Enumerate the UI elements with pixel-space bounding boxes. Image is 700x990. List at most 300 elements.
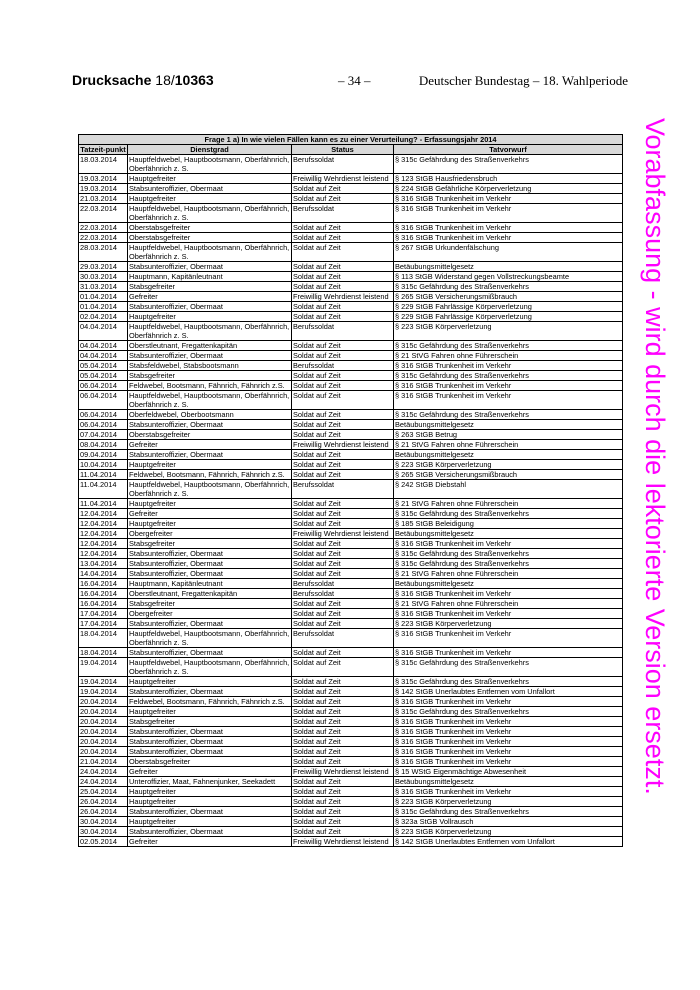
status-cell: Freiwillig Wehrdienst leistend [292,529,394,539]
tatzeitpunkt-cell: 19.03.2014 [79,174,128,184]
table-row [79,194,623,204]
tatzeitpunkt-cell: 02.04.2014 [79,312,128,322]
tatvorwurf-cell: § 21 StVG Fahren ohne Führerschein [394,569,623,579]
status-cell: Soldat auf Zeit [292,817,394,827]
dienstgrad-cell: Hauptfeldwebel, Hauptbootsmann, Oberfähnrich, Oberfähnrich z. S. [128,155,292,174]
status-cell: Soldat auf Zeit [292,569,394,579]
status-cell: Soldat auf Zeit [292,420,394,430]
table-row [79,589,623,599]
tatzeitpunkt-cell: 26.04.2014 [79,807,128,817]
table-row [79,777,623,787]
tatvorwurf-cell: § 316 StGB Trunkenheit im Verkehr [394,361,623,371]
tatvorwurf-cell: § 315c Gefährdung des Straßenverkehrs [394,559,623,569]
doc-number: 10363 [174,72,214,88]
dienstgrad-cell: Hauptgefreiter [128,460,292,470]
table-row [79,599,623,609]
tatzeitpunkt-cell: 05.04.2014 [79,371,128,381]
tatvorwurf-cell: § 315c Gefährdung des Straßenverkehrs [394,807,623,817]
status-cell: Soldat auf Zeit [292,827,394,837]
table-row [79,697,623,707]
dienstgrad-cell: Stabsunteroffizier, Obermaat [128,747,292,757]
tatvorwurf-cell: § 315c Gefährdung des Straßenverkehrs [394,707,623,717]
dienstgrad-cell: Hauptgefreiter [128,677,292,687]
table-row [79,184,623,194]
tatvorwurf-cell: § 316 StGB Trunkenheit im Verkehr [394,233,623,243]
table-row [79,351,623,361]
dienstgrad-cell: Hauptfeldwebel, Hauptbootsmann, Oberfähnrich, Oberfähnrich z. S. [128,243,292,262]
status-cell: Soldat auf Zeit [292,282,394,292]
tatvorwurf-cell: § 21 StVG Fahren ohne Führerschein [394,351,623,361]
dienstgrad-cell: Feldwebel, Bootsmann, Fähnrich, Fähnrich z.S. [128,470,292,480]
document-number [72,72,214,88]
tatzeitpunkt-cell: 12.04.2014 [79,549,128,559]
tatzeitpunkt-cell: 21.04.2014 [79,757,128,767]
status-cell: Freiwillig Wehrdienst leistend [292,440,394,450]
table-row [79,569,623,579]
dienstgrad-cell: Stabsunteroffizier, Obermaat [128,302,292,312]
tatvorwurf-cell: § 223 StGB Körperverletzung [394,460,623,470]
dienstgrad-cell: Stabsunteroffizier, Obermaat [128,648,292,658]
tatvorwurf-cell: § 316 StGB Trunkenheit im Verkehr [394,609,623,619]
tatzeitpunkt-cell: 06.04.2014 [79,391,128,410]
tatvorwurf-cell: § 315c Gefährdung des Straßenverkehrs [394,509,623,519]
status-cell: Soldat auf Zeit [292,312,394,322]
dienstgrad-cell: Hauptmann, Kapitänleutnant [128,272,292,282]
status-cell: Soldat auf Zeit [292,351,394,361]
table-row [79,727,623,737]
tatzeitpunkt-cell: 11.04.2014 [79,470,128,480]
dienstgrad-cell: Obergefreiter [128,529,292,539]
status-cell: Berufssoldat [292,155,394,174]
status-cell: Soldat auf Zeit [292,470,394,480]
tatvorwurf-cell: § 267 StGB Urkundenfälschung [394,243,623,262]
tatzeitpunkt-cell: 30.04.2014 [79,827,128,837]
tatzeitpunkt-cell: 30.03.2014 [79,272,128,282]
tatzeitpunkt-cell: 24.04.2014 [79,767,128,777]
status-cell: Soldat auf Zeit [292,184,394,194]
dienstgrad-cell: Oberstleutnant, Fregattenkapitän [128,341,292,351]
dienstgrad-cell: Hauptfeldwebel, Hauptbootsmann, Oberfähnrich, Oberfähnrich z. S. [128,204,292,223]
tatzeitpunkt-cell: 11.04.2014 [79,499,128,509]
status-cell: Soldat auf Zeit [292,371,394,381]
tatzeitpunkt-cell: 06.04.2014 [79,420,128,430]
tatzeitpunkt-cell: 16.04.2014 [79,599,128,609]
status-cell: Soldat auf Zeit [292,519,394,529]
tatvorwurf-cell: § 316 StGB Trunkenheit im Verkehr [394,589,623,599]
table-row [79,817,623,827]
tatvorwurf-cell: § 315c Gefährdung des Straßenverkehrs [394,549,623,559]
table-row [79,509,623,519]
dienstgrad-cell: Feldwebel, Bootsmann, Fähnrich, Fähnrich z.S. [128,697,292,707]
publisher: Deutscher Bundestag – 18. Wahlperiode [418,73,628,88]
tatzeitpunkt-cell: 26.04.2014 [79,797,128,807]
tatvorwurf-cell: § 316 StGB Trunkenheit im Verkehr [394,391,623,410]
table-row [79,322,623,341]
tatzeitpunkt-cell: 01.04.2014 [79,292,128,302]
table-row [79,312,623,322]
tatzeitpunkt-cell: 19.04.2014 [79,687,128,697]
tatvorwurf-cell: Betäubungsmittelgesetz [394,529,623,539]
tatvorwurf-cell: § 316 StGB Trunkenheit im Verkehr [394,727,623,737]
tatzeitpunkt-cell: 20.04.2014 [79,747,128,757]
tatzeitpunkt-cell: 12.04.2014 [79,519,128,529]
table-row [79,687,623,697]
tatvorwurf-cell: § 113 StGB Widerstand gegen Vollstreckungsbeamte [394,272,623,282]
tatvorwurf-cell: § 316 StGB Trunkenheit im Verkehr [394,787,623,797]
status-cell: Soldat auf Zeit [292,807,394,817]
tatvorwurf-cell: § 142 StGB Unerlaubtes Entfernen vom Unfallort [394,837,623,847]
dienstgrad-cell: Stabsunteroffizier, Obermaat [128,569,292,579]
tatzeitpunkt-cell: 13.04.2014 [79,559,128,569]
dienstgrad-cell: Hauptfeldwebel, Hauptbootsmann, Oberfähnrich, Oberfähnrich z. S. [128,629,292,648]
tatvorwurf-cell: § 315c Gefährdung des Straßenverkehrs [394,282,623,292]
status-cell: Soldat auf Zeit [292,599,394,609]
tatvorwurf-cell: § 316 StGB Trunkenheit im Verkehr [394,757,623,767]
tatzeitpunkt-cell: 29.03.2014 [79,262,128,272]
table-row [79,341,623,351]
tatzeitpunkt-cell: 14.04.2014 [79,569,128,579]
tatvorwurf-cell: § 242 StGB Diebstahl [394,480,623,499]
dienstgrad-cell: Stabsunteroffizier, Obermaat [128,827,292,837]
dienstgrad-cell: Stabsgefreiter [128,717,292,727]
table-row [79,243,623,262]
dienstgrad-cell: Hauptfeldwebel, Hauptbootsmann, Oberfähnrich, Oberfähnrich z. S. [128,658,292,677]
tatzeitpunkt-cell: 18.04.2014 [79,648,128,658]
table-row [79,381,623,391]
dienstgrad-cell: Gefreiter [128,292,292,302]
table-row [79,648,623,658]
dienstgrad-cell: Gefreiter [128,767,292,777]
tatvorwurf-cell: § 185 StGB Beleidigung [394,519,623,529]
tatvorwurf-cell: § 229 StGB Fahrlässige Körperverletzung [394,312,623,322]
table-row [79,579,623,589]
tatzeitpunkt-cell: 08.04.2014 [79,440,128,450]
table-row [79,450,623,460]
dienstgrad-cell: Obergefreiter [128,609,292,619]
dienstgrad-cell: Hauptgefreiter [128,817,292,827]
tatzeitpunkt-cell: 19.04.2014 [79,658,128,677]
table-row [79,155,623,174]
tatzeitpunkt-cell: 07.04.2014 [79,430,128,440]
tatzeitpunkt-cell: 22.03.2014 [79,223,128,233]
table-row [79,737,623,747]
dienstgrad-cell: Gefreiter [128,837,292,847]
tatvorwurf-cell: § 315c Gefährdung des Straßenverkehrs [394,155,623,174]
table-row [79,361,623,371]
tatzeitpunkt-cell: 11.04.2014 [79,480,128,499]
column-header-tatvorwurf: Tatvorwurf [394,145,623,155]
tatzeitpunkt-cell: 12.04.2014 [79,529,128,539]
status-cell: Soldat auf Zeit [292,658,394,677]
tatvorwurf-cell: § 15 WStG Eigenmächtige Abwesenheit [394,767,623,777]
dienstgrad-cell: Stabsgefreiter [128,539,292,549]
dienstgrad-cell: Hauptfeldwebel, Hauptbootsmann, Oberfähnrich, Oberfähnrich z. S. [128,480,292,499]
table-row [79,787,623,797]
status-cell: Soldat auf Zeit [292,648,394,658]
column-header-status: Status [292,145,394,155]
tatzeitpunkt-cell: 04.04.2014 [79,341,128,351]
tatzeitpunkt-cell: 04.04.2014 [79,322,128,341]
tatvorwurf-cell: § 315c Gefährdung des Straßenverkehrs [394,371,623,381]
table-row [79,420,623,430]
table-row [79,204,623,223]
tatzeitpunkt-cell: 20.04.2014 [79,727,128,737]
status-cell: Soldat auf Zeit [292,499,394,509]
table-row [79,529,623,539]
dienstgrad-cell: Oberstabsgefreiter [128,233,292,243]
tatvorwurf-cell: § 315c Gefährdung des Straßenverkehrs [394,410,623,420]
status-cell: Soldat auf Zeit [292,609,394,619]
tatzeitpunkt-cell: 18.03.2014 [79,155,128,174]
tatvorwurf-cell: § 21 StVG Fahren ohne Führerschein [394,499,623,509]
doc-period: 18/ [155,72,175,88]
status-cell: Soldat auf Zeit [292,687,394,697]
doc-label: Drucksache [72,72,152,88]
table-row [79,807,623,817]
tatvorwurf-cell: § 223 StGB Körperverletzung [394,797,623,807]
table-row [79,430,623,440]
tatvorwurf-cell: § 223 StGB Körperverletzung [394,322,623,341]
table-row [79,223,623,233]
column-header-tatzeitpunkt: Tatzeit-punkt [80,145,126,154]
table-row [79,470,623,480]
tatzeitpunkt-cell: 22.03.2014 [79,204,128,223]
table-row [79,371,623,381]
status-cell: Soldat auf Zeit [292,272,394,282]
dienstgrad-cell: Hauptgefreiter [128,194,292,204]
tatvorwurf-cell: Betäubungsmittelgesetz [394,450,623,460]
status-cell: Soldat auf Zeit [292,619,394,629]
table-row [79,767,623,777]
status-cell: Berufssoldat [292,480,394,499]
table-row [79,707,623,717]
tatzeitpunkt-cell: 18.04.2014 [79,629,128,648]
tatzeitpunkt-cell: 12.04.2014 [79,539,128,549]
table-row [79,499,623,509]
dienstgrad-cell: Oberfeldwebel, Oberbootsmann [128,410,292,420]
status-cell: Berufssoldat [292,629,394,648]
tatvorwurf-cell: § 316 StGB Trunkenheit im Verkehr [394,737,623,747]
status-cell: Freiwillig Wehrdienst leistend [292,837,394,847]
dienstgrad-cell: Hauptgefreiter [128,519,292,529]
table-row [79,272,623,282]
table-row [79,233,623,243]
dienstgrad-cell: Hauptfeldwebel, Hauptbootsmann, Oberfähnrich, Oberfähnrich z. S. [128,322,292,341]
status-cell: Soldat auf Zeit [292,777,394,787]
tatzeitpunkt-cell: 31.03.2014 [79,282,128,292]
tatzeitpunkt-cell: 16.04.2014 [79,589,128,599]
tatvorwurf-cell: § 316 StGB Trunkenheit im Verkehr [394,648,623,658]
dienstgrad-cell: Oberstabsgefreiter [128,430,292,440]
status-cell: Soldat auf Zeit [292,727,394,737]
status-cell: Berufssoldat [292,589,394,599]
tatvorwurf-cell: § 316 StGB Trunkenheit im Verkehr [394,539,623,549]
table-row [79,629,623,648]
status-cell: Freiwillig Wehrdienst leistend [292,767,394,777]
table-row [79,717,623,727]
dienstgrad-cell: Feldwebel, Bootsmann, Fähnrich, Fähnrich z.S. [128,381,292,391]
status-cell: Soldat auf Zeit [292,677,394,687]
tatzeitpunkt-cell: 25.04.2014 [79,787,128,797]
tatzeitpunkt-cell: 10.04.2014 [79,460,128,470]
status-cell: Soldat auf Zeit [292,509,394,519]
dienstgrad-cell: Stabsunteroffizier, Obermaat [128,687,292,697]
tatvorwurf-cell: § 123 StGB Hausfriedensbruch [394,174,623,184]
status-cell: Soldat auf Zeit [292,697,394,707]
status-cell: Soldat auf Zeit [292,707,394,717]
table-row [79,658,623,677]
status-cell: Soldat auf Zeit [292,757,394,767]
tatvorwurf-cell: § 223 StGB Körperverletzung [394,619,623,629]
dienstgrad-cell: Stabsunteroffizier, Obermaat [128,807,292,817]
dienstgrad-cell: Stabsgefreiter [128,599,292,609]
dienstgrad-cell: Stabsunteroffizier, Obermaat [128,549,292,559]
dienstgrad-cell: Oberstabsgefreiter [128,223,292,233]
status-cell: Soldat auf Zeit [292,243,394,262]
tatvorwurf-cell: § 323a StGB Vollrausch [394,817,623,827]
tatzeitpunkt-cell: 20.04.2014 [79,717,128,727]
table-row [79,480,623,499]
dienstgrad-cell: Stabsunteroffizier, Obermaat [128,420,292,430]
tatvorwurf-cell: § 229 StGB Fahrlässige Körperverletzung [394,302,623,312]
table-row [79,174,623,184]
tatzeitpunkt-cell: 01.04.2014 [79,302,128,312]
dienstgrad-cell: Stabsgefreiter [128,282,292,292]
page-header [72,72,628,90]
status-cell: Berufssoldat [292,322,394,341]
dienstgrad-cell: Stabsunteroffizier, Obermaat [128,262,292,272]
table-body [79,155,623,847]
status-cell: Freiwillig Wehrdienst leistend [292,174,394,184]
dienstgrad-cell: Oberstleutnant, Fregattenkapitän [128,589,292,599]
status-cell: Freiwillig Wehrdienst leistend [292,292,394,302]
dienstgrad-cell: Hauptfeldwebel, Hauptbootsmann, Oberfähnrich, Oberfähnrich z. S. [128,391,292,410]
status-cell: Soldat auf Zeit [292,410,394,420]
tatvorwurf-cell: § 223 StGB Körperverletzung [394,827,623,837]
tatvorwurf-cell: § 224 StGB Gefährliche Körperverletzung [394,184,623,194]
tatzeitpunkt-cell: 16.04.2014 [79,579,128,589]
dienstgrad-cell: Stabsunteroffizier, Obermaat [128,619,292,629]
table-row [79,302,623,312]
dienstgrad-cell: Stabsunteroffizier, Obermaat [128,737,292,747]
page-number: – 34 – [338,73,371,88]
status-cell: Soldat auf Zeit [292,737,394,747]
tatzeitpunkt-cell: 21.03.2014 [79,194,128,204]
table-row [79,292,623,302]
status-cell: Berufssoldat [292,361,394,371]
tatvorwurf-cell: § 21 StVG Fahren ohne Führerschein [394,440,623,450]
table-row [79,519,623,529]
table-row [79,619,623,629]
tatzeitpunkt-cell: 06.04.2014 [79,410,128,420]
status-cell: Soldat auf Zeit [292,391,394,410]
table-row [79,609,623,619]
status-cell: Soldat auf Zeit [292,559,394,569]
dienstgrad-cell: Stabsgefreiter [128,371,292,381]
table-row [79,797,623,807]
dienstgrad-cell: Unteroffizier, Maat, Fahnenjunker, Seekadett [128,777,292,787]
status-cell: Soldat auf Zeit [292,747,394,757]
tatvorwurf-cell: Betäubungsmittelgesetz [394,420,623,430]
dienstgrad-cell: Stabsunteroffizier, Obermaat [128,727,292,737]
status-cell: Soldat auf Zeit [292,549,394,559]
tatvorwurf-cell: § 315c Gefährdung des Straßenverkehrs [394,341,623,351]
tatzeitpunkt-cell: 17.04.2014 [79,619,128,629]
tatvorwurf-cell: § 315c Gefährdung des Straßenverkehrs [394,658,623,677]
tatvorwurf-cell: Betäubungsmittelgesetz [394,262,623,272]
dienstgrad-cell: Hauptmann, Kapitänleutnant [128,579,292,589]
status-cell: Soldat auf Zeit [292,539,394,549]
table-row [79,827,623,837]
status-cell: Soldat auf Zeit [292,262,394,272]
dienstgrad-cell: Stabsunteroffizier, Obermaat [128,450,292,460]
tatzeitpunkt-cell: 24.04.2014 [79,777,128,787]
dienstgrad-cell: Hauptgefreiter [128,499,292,509]
dienstgrad-cell: Hauptgefreiter [128,707,292,717]
tatvorwurf-cell: § 316 StGB Trunkenheit im Verkehr [394,629,623,648]
status-cell: Soldat auf Zeit [292,341,394,351]
tatvorwurf-cell: § 316 StGB Trunkenheit im Verkehr [394,204,623,223]
tatzeitpunkt-cell: 19.03.2014 [79,184,128,194]
table-row [79,262,623,272]
tatvorwurf-cell: Betäubungsmittelgesetz [394,579,623,589]
tatvorwurf-cell: § 265 StGB Versicherungsmißbrauch [394,292,623,302]
status-cell: Soldat auf Zeit [292,717,394,727]
tatzeitpunkt-cell: 20.04.2014 [79,697,128,707]
tatzeitpunkt-cell: 28.03.2014 [79,243,128,262]
table-row [79,747,623,757]
status-cell: Soldat auf Zeit [292,460,394,470]
table-row [79,559,623,569]
tatvorwurf-cell: § 316 StGB Trunkenheit im Verkehr [394,194,623,204]
status-cell: Soldat auf Zeit [292,787,394,797]
tatzeitpunkt-cell: 05.04.2014 [79,361,128,371]
status-cell: Soldat auf Zeit [292,797,394,807]
table-row [79,460,623,470]
table-header-row [79,145,623,155]
dienstgrad-cell: Oberstabsgefreiter [128,757,292,767]
dienstgrad-cell: Stabsunteroffizier, Obermaat [128,559,292,569]
status-cell: Soldat auf Zeit [292,302,394,312]
tatzeitpunkt-cell: 09.04.2014 [79,450,128,460]
dienstgrad-cell: Stabsfeldwebel, Stabsbootsmann [128,361,292,371]
convictions-table [78,134,623,847]
status-cell: Soldat auf Zeit [292,450,394,460]
status-cell: Soldat auf Zeit [292,194,394,204]
table-row [79,410,623,420]
tatvorwurf-cell: § 21 StVG Fahren ohne Führerschein [394,599,623,609]
table-row [79,677,623,687]
tatvorwurf-cell: § 316 StGB Trunkenheit im Verkehr [394,697,623,707]
tatzeitpunkt-cell: 02.05.2014 [79,837,128,847]
tatzeitpunkt-cell: 30.04.2014 [79,817,128,827]
watermark: Vorabfassung - wird durch die lektorierte Version ersetzt. [640,118,670,795]
tatvorwurf-cell: § 265 StGB Versicherungsmißbrauch [394,470,623,480]
status-cell: Soldat auf Zeit [292,223,394,233]
table-row [79,837,623,847]
tatzeitpunkt-cell: 04.04.2014 [79,351,128,361]
dienstgrad-cell: Stabsunteroffizier, Obermaat [128,184,292,194]
tatzeitpunkt-cell: 20.04.2014 [79,737,128,747]
dienstgrad-cell: Hauptgefreiter [128,797,292,807]
status-cell: Berufssoldat [292,579,394,589]
table-row [79,757,623,767]
table-row [79,282,623,292]
table-caption: Frage 1 a) In wie vielen Fällen kann es zu einer Verurteilung? - Erfassungsjahr 2014 [79,135,623,145]
column-header-dienstgrad: Dienstgrad [128,145,292,155]
tatzeitpunkt-cell: 22.03.2014 [79,233,128,243]
tatvorwurf-cell: § 142 StGB Unerlaubtes Entfernen vom Unfallort [394,687,623,697]
